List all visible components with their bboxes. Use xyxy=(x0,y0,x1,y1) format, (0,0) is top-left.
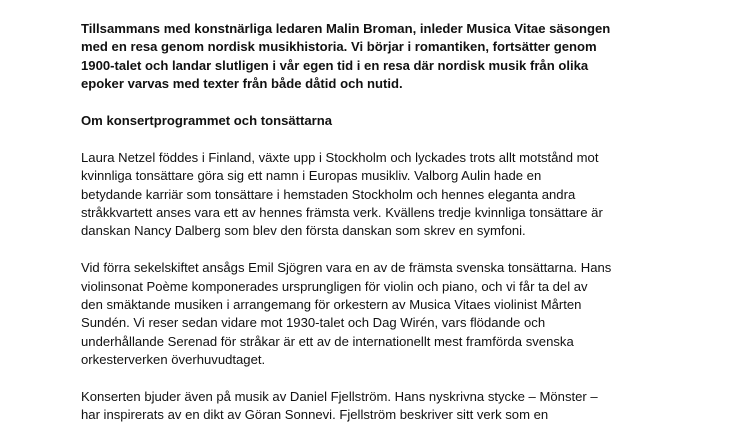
text-line: stråkkvartett anses vara ett av hennes främsta verk. Kvällens tredje kvinnliga tonsättare är xyxy=(81,205,603,221)
spacer xyxy=(81,130,681,148)
spacer xyxy=(81,241,681,259)
text-line: Sundén. Vi reser sedan vidare mot 1930-talet och Dag Wirén, vars flödande och xyxy=(81,315,546,331)
text-line: violinsonat Poème komponerades ursprungligen för violin och piano, och vi får ta del av xyxy=(81,278,588,294)
document-page xyxy=(81,20,681,425)
text-line: orkesterverken överhuvudtaget. xyxy=(81,352,266,368)
text-line: Tillsammans med konstnärliga ledaren Malin Broman, inleder Musica Vitae säsongen xyxy=(81,21,611,36)
text-line: Konserten bjuder även på musik av Daniel Fjellström. Hans nyskrivna stycke – Mönster – xyxy=(81,389,598,405)
paragraph-composers-women xyxy=(81,149,681,241)
text-line: har inspirerats av en dikt av Göran Sonnevi. Fjellström beskriver sitt verk som en xyxy=(81,407,549,423)
text-line: betydande karriär som tonsättare i hemstaden Stockholm och hennes eleganta andra xyxy=(81,186,576,202)
text-line: Laura Netzel föddes i Finland, växte upp i Stockholm och lyckades trots allt motstånd mot xyxy=(81,149,599,165)
text-line: kvinnliga tonsättare göra sig ett namn i Europas musikliv. Valborg Aulin hade en xyxy=(81,168,542,184)
section-heading: Om konsertprogrammet och tonsättarna xyxy=(81,113,333,129)
intro-paragraph xyxy=(81,20,681,94)
spacer xyxy=(81,94,681,112)
text-line: epoker varvas med texter från både dåtid och nutid. xyxy=(81,76,403,92)
paragraph-fjellstrom xyxy=(81,388,681,425)
text-line: 1900-talet och landar slutligen i vår egen tid i en resa där nordisk musik från olika xyxy=(81,57,589,73)
spacer xyxy=(81,370,681,388)
text-line: med en resa genom nordisk musikhistoria. Vi börjar i romantiken, fortsätter genom xyxy=(81,39,597,55)
paragraph-sjogren-wiren xyxy=(81,259,681,369)
text-line: Vid förra sekelskiftet ansågs Emil Sjögren vara en av de främsta svenska tonsättarna. Hans xyxy=(81,260,612,276)
text-line: underhållande Serenad för stråkar är ett av de internationellt mest framförda svenska xyxy=(81,333,574,349)
text-line: den smäktande musiken i arrangemang för orkestern av Musica Vitaes violinist Mårten xyxy=(81,297,582,313)
text-line: danskan Nancy Dalberg som blev den första danskan som skrev en symfoni. xyxy=(81,223,526,239)
